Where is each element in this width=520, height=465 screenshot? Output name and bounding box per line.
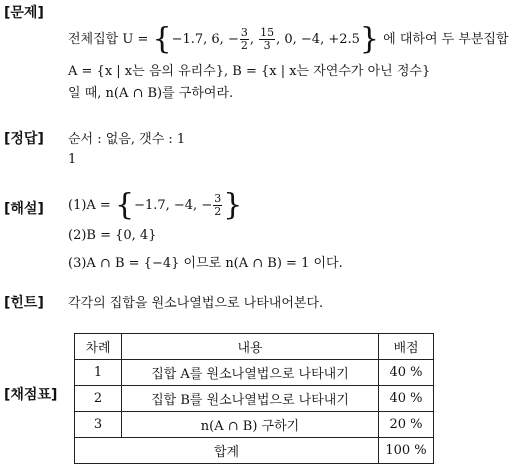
solution-set-elements: −1.7, −4, − bbox=[134, 198, 213, 213]
solution-line-1 bbox=[68, 188, 242, 224]
open-brace-icon: { bbox=[152, 21, 172, 57]
problem-line-3: 일 때, n(A ∩ B)를 구하여라. bbox=[68, 86, 234, 101]
fraction-denominator: 2 bbox=[214, 205, 222, 218]
row-score: 40 % bbox=[379, 360, 434, 386]
fraction-denominator: 2 bbox=[240, 39, 248, 52]
problem-line-2: A = {x | x는 음의 유리수}, B = {x | x는 자연수가 아닌 정수} bbox=[68, 64, 431, 79]
set-elements-part-2: , 0, −4, +2.5 bbox=[276, 32, 360, 47]
hint-text: 각각의 집합을 원소나열법으로 나타내어본다. bbox=[68, 296, 324, 311]
row-score: 40 % bbox=[379, 386, 434, 412]
row-number: 1 bbox=[75, 360, 122, 386]
fraction-numerator: 3 bbox=[240, 26, 248, 39]
problem-line-1-suffix: 에 대하여 두 부분집합 bbox=[379, 32, 509, 47]
fraction-three-halves bbox=[213, 193, 222, 218]
header-score: 배점 bbox=[379, 334, 434, 360]
table-header-row bbox=[75, 334, 434, 360]
header-content: 내용 bbox=[122, 334, 379, 360]
total-score: 100 % bbox=[379, 438, 434, 464]
problem-line-1: 전체집합 U = {−1.7, 6, − $\frac{3}{2}$ , $\frac{15}{3}$ , 0, −4, +2.5} 에 대하여 두 부분집합 bbox=[68, 21, 509, 57]
solution-line-3: (3)A ∩ B = {−4} 이므로 n(A ∩ B) = 1 이다. bbox=[68, 256, 343, 271]
problem-label: [문제] bbox=[4, 5, 44, 21]
grading-label: [채점표] bbox=[4, 387, 58, 403]
row-content: n(A ∩ B) 구하기 bbox=[122, 412, 379, 438]
table-row bbox=[75, 386, 434, 412]
fraction-denominator: 3 bbox=[263, 39, 271, 52]
table-row bbox=[75, 360, 434, 386]
row-content: 집합 B를 원소나열법으로 나타내기 bbox=[122, 386, 379, 412]
open-brace-icon: { bbox=[114, 187, 135, 223]
close-brace-icon: } bbox=[359, 21, 379, 57]
answer-line-1: 순서 : 없음, 갯수 : 1 bbox=[68, 132, 186, 147]
table-row bbox=[75, 412, 434, 438]
problem-line-1-prefix: 전체집합 U = bbox=[68, 32, 153, 47]
row-number: 2 bbox=[75, 386, 122, 412]
table-total-row bbox=[75, 438, 434, 464]
close-brace-icon: } bbox=[223, 187, 243, 223]
fraction-fifteen-thirds bbox=[259, 27, 275, 52]
solution-line-1-prefix: (1)A = bbox=[68, 198, 115, 213]
total-label: 합계 bbox=[75, 438, 379, 464]
answer-label: [정답] bbox=[4, 131, 44, 147]
row-number: 3 bbox=[75, 412, 122, 438]
answer-line-2: 1 bbox=[68, 152, 77, 167]
solution-label: [해설] bbox=[4, 201, 44, 217]
row-score: 20 % bbox=[379, 412, 434, 438]
fraction-numerator: 3 bbox=[214, 192, 222, 205]
hint-label: [힌트] bbox=[4, 295, 44, 311]
grading-table bbox=[74, 333, 434, 464]
fraction-three-halves bbox=[240, 27, 249, 52]
solution-line-2: (2)B = {0, 4} bbox=[68, 228, 157, 243]
fraction-numerator: 15 bbox=[260, 26, 275, 39]
header-order: 차례 bbox=[75, 334, 122, 360]
row-content: 집합 A를 원소나열법으로 나타내기 bbox=[122, 360, 379, 386]
set-elements-part-1: −1.7, 6, − bbox=[171, 32, 239, 47]
